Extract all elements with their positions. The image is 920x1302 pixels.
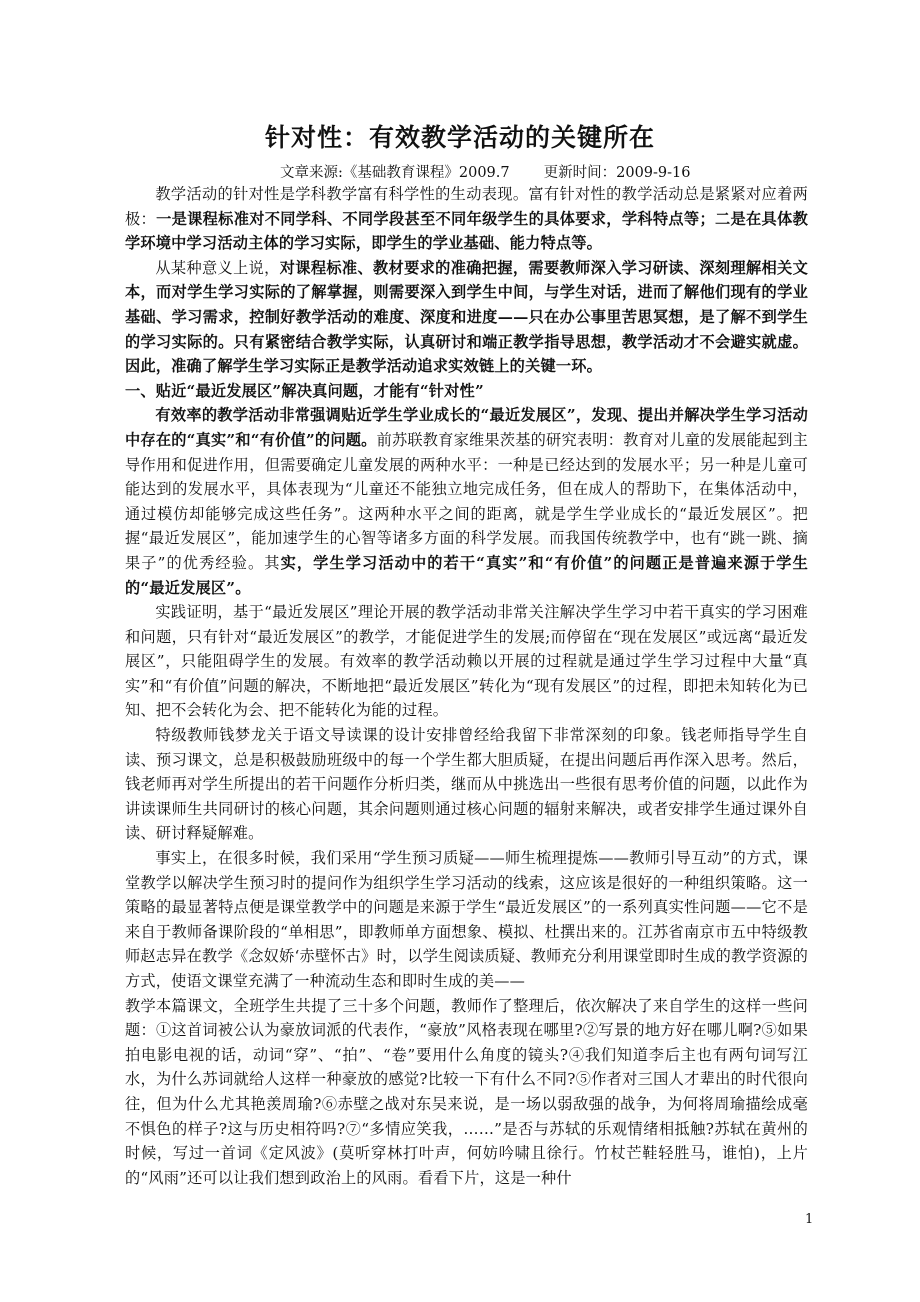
article-meta: [280, 161, 691, 182]
paragraph-text: 从某种意义上说，: [155, 258, 280, 277]
paragraph: [125, 182, 808, 256]
section-heading: 一、贴近“最近发展区”解决真问题，才能有“针对性”: [125, 381, 484, 400]
paragraph-bold-text: 对课程标准、教材要求的准确把握，需要教师深入学习研读、深刻理解相关文本，而对学生学习实际的了解掌握，则需要深入到学生中间，与学生对话，进而了解他们现有的学业基础、学习需求，控制好教学活动的难度、深度和进度——只在办公事里苦思冥想，是了解不到学生的学习实际的。只有紧密结合教学实际，认真研讨和端正教学指导思想，教学活动才不会避实就虚。因此，准确了解学生学习实际正是教学活动追求实效链上的关键一环。: [125, 258, 808, 376]
paragraph-text: 教学活动的针对性是学科教学富有科学性的生动表现。富有针对性的教学活动总是紧紧对应着两极：: [125, 185, 808, 228]
paragraph-bold-text: 实，学生学习活动中的若干“真实”和“有价值”的问题正是普遍来源于学生的“最近发展区”。: [125, 553, 808, 597]
page-number: 1: [805, 1212, 814, 1227]
paragraph: 特级教师钱梦龙关于语文导读课的设计安排曾经给我留下非常深刻的印象。钱老师指导学生自读、预习课文，总是积极鼓励班级中的每一个学生都大胆质疑，在提出问题后再作深入思考。然后，钱老师再对学生所提出的若干问题作分析归类，继而从中挑选出一些很有思考价值的问题，以此作为讲读课师生共同研讨的核心问题，其余问题则通过核心问题的辐射来解决，或者安排学生通过课外自读、研讨释疑解难。: [125, 726, 808, 843]
paragraph: 事实上，在很多时候，我们采用“学生预习质疑——师生梳理提炼——教师引导互动”的方式，课堂教学以解决学生预习时的提问作为组织学生学习活动的线索，这应该是很好的一种组织策略。这一策略的最显著特点便是课堂教学中的问题是来源于学生“最近发展区”的一系列真实性问题——它不是来自于教师备课阶段的“单相思”，即教师单方面想象、模拟、杜撰出来的。江苏省南京市五中特级教师赵志异在教学《念奴娇‘赤壁怀古》时，以学生阅读质疑、教师充分利用课堂即时生成的教学资源的方式，使语文课堂充满了一种流动生态和即时生成的美——: [125, 849, 808, 990]
paragraph-text: 前苏联教育家维果茨基的研究表明：教育对儿童的发展能起到主导作用和促进作用，但需要确定儿童发展的两种水平：一种是已经达到的发展水平；另一种是儿童可能达到的发展水平，具体表现为“儿童还不能独立地完成任务，但在成人的帮助下，在集体活动中，通过模仿却能够完成这些任务”。这两种水平之间的距离，就是学生学业成长的“最近发展区”。把握“最近发展区”，能加速学生的心智等诸多方面的科学发展。而我国传统教学中，也有“跳一跳、摘果子”的优秀经验。其: [125, 430, 808, 572]
article-updated: 更新时间：2009-9-16: [543, 165, 691, 181]
document-title: 针对性：有效教学活动的关键所在: [264, 123, 655, 152]
article-source: 文章来源:《基础教育课程》2009.7: [280, 165, 510, 181]
article-body: [125, 182, 808, 1190]
paragraph: 实践证明，基于“最近发展区”理论开展的教学活动非常关注解决学生学习中若干真实的学习困难和问题，只有针对“最近发展区”的教学，才能促进学生的发展;而停留在“现在发展区”或远离“最近发展区”，只能阻碍学生的发展。有效率的教学活动赖以开展的过程就是通过学生学习过程中大量“真实”和“有价值”问题的解决，不断地把“最近发展区”转化为“现有发展区”的过程，即把未知转化为已知、把不会转化为会、把不能转化为能的过程。: [125, 603, 808, 720]
paragraph-bold-text: 一是课程标准对不同学科、不同学段甚至不同年级学生的具体要求，学科特点等；二是在具体教学环境中学习活动主体的学习实际，即学生的学业基础、能力特点等。: [125, 209, 808, 253]
paragraph: 教学本篇课文，全班学生共提了三十多个问题，教师作了整理后，依次解决了来自学生的这样一些问题：①这首词被公认为豪放词派的代表作，“豪放”风格表现在哪里?②写景的地方好在哪儿啊?⑤如果拍电影电视的话，动词“穿”、“拍”、“卷”要用什么角度的镜头?④我们知道李后主也有两句词写江水，为什么苏词就给人这样一种豪放的感觉?比较一下有什么不同?⑤作者对三国人才辈出的时代很向往，但为什么尤其艳羡周瑜?⑥赤壁之战对东吴来说，是一场以弱敌强的战争，为何将周瑜描绘成毫不惧色的样子?这与历史相符吗?⑦“多情应笑我，……”是否与苏轼的乐观情绪相抵触?苏轼在黄州的时候，写过一首词《定风波》(莫听穿林打叶声，何妨吟啸且徐行。竹杖芒鞋轻胜马，谁怕)，上片的“风雨”还可以让我们想到政治上的风雨。看看下片，这是一种什: [125, 996, 808, 1187]
paragraph: [125, 256, 808, 379]
paragraph: [125, 403, 808, 600]
paragraph-bold-text: 有效率的教学活动非常强调贴近学生学业成长的“最近发展区”，发现、提出并解决学生学习活动中存在的“真实”和“有价值”的问题。: [125, 406, 808, 449]
